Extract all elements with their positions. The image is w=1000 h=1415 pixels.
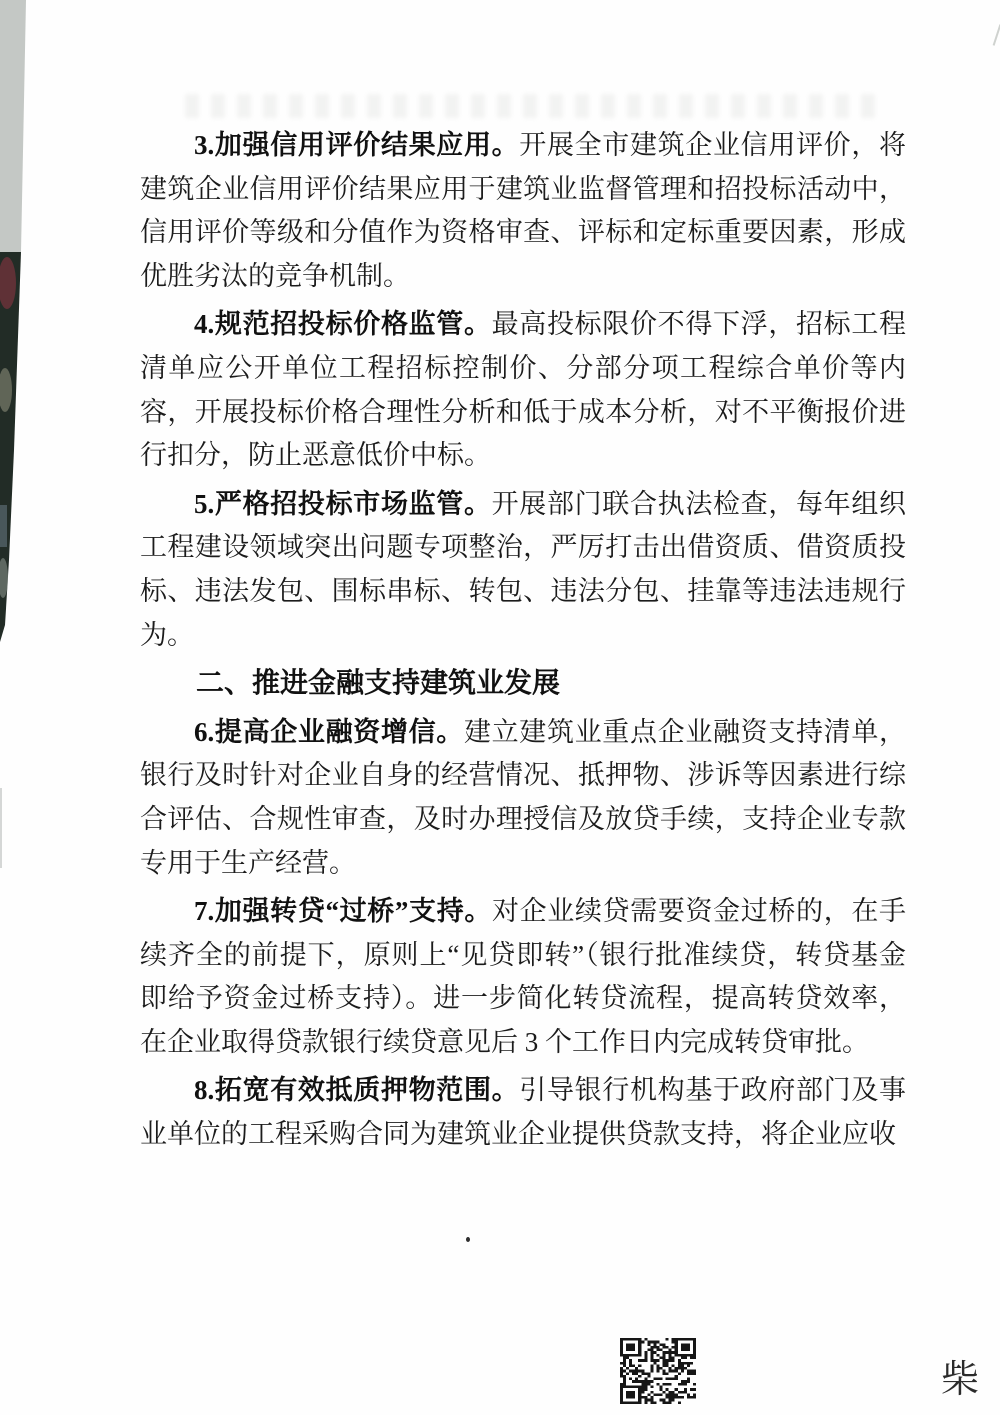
paragraph-3-label: 3.加强信用评价结果应用。 [194, 130, 520, 160]
paragraph-5-text: 开展部门联合执法检查，每年组织工程建设领域突出问题专项整治，严厉打击出借资质、借资质投标、违法发包、围标串标、转包、违法分包、挂靠等违法违规行为。 [140, 488, 907, 650]
paragraph-3-text: 开展全市建筑企业信用评价，将建筑企业信用评价结果应用于建筑业监督管理和招投标活动中，信用评价等级和分值作为资格审查、评标和定标重要因素，形成优胜劣汰的竞争机制。 [140, 130, 907, 291]
paragraph-6-label: 6.提高企业融资增信。 [194, 716, 464, 747]
paragraph-8-label: 8.拓宽有效抵质押物范围。 [194, 1075, 520, 1106]
paragraph-4-text: 最高投标限价不得下浮，招标工程清单应公开单位工程招标控制价、分部分项工程综合单价等内容，开展投标价格合理性分析和低于成本分析，对不平衡报价进行扣分，防止恶意低价中标。 [140, 309, 907, 471]
qr-code-icon [620, 1338, 696, 1404]
paragraph-7-text: 对企业续贷需要资金过桥的，在手续齐全的前提下，原则上“见贷即转”（银行批准续贷，转贷基金即给予资金过桥支持）。进一步简化转贷流程，提高转贷效率，在企业取得贷款银行续贷意见后 3 个工作日内完成转贷审批。 [140, 896, 907, 1057]
stray-ink-dot [466, 1237, 470, 1242]
paragraph-6-text: 建立建筑业重点企业融资支持清单，银行及时针对企业自身的经营情况、抵押物、涉诉等因素进行综合评估、合规性审查，及时办理授信及放贷手续，支持企业专款专用于生产经营。 [140, 716, 907, 878]
paragraph-4 [140, 303, 906, 477]
scan-edge-line-artifact [0, 788, 2, 868]
document-body [140, 124, 906, 1162]
scan-edge-artifact [0, 0, 30, 665]
paragraph-6 [140, 711, 906, 885]
section-heading-2: 二、推进金融支持建筑业发展 [196, 668, 561, 700]
paragraph-5-label: 5.严格招投标市场监管。 [194, 488, 492, 519]
paragraph-5 [140, 483, 906, 657]
paragraph-7-label: 7.加强转贷“过桥”支持。 [194, 896, 492, 927]
paragraph-3 [140, 124, 906, 298]
paragraph-8 [140, 1069, 906, 1156]
corner-scratch-artifact [993, 24, 1000, 46]
paragraph-8-text: 引导银行机构基于政府部门及事业单位的工程采购合同为建筑业企业提供贷款支持，将企业应收 [140, 1075, 907, 1150]
margin-character: 柴 [941, 1357, 980, 1401]
ink-bleed-artifact [185, 94, 875, 118]
paragraph-4-label: 4.规范招投标价格监管。 [194, 309, 492, 340]
paragraph-7 [140, 890, 906, 1064]
